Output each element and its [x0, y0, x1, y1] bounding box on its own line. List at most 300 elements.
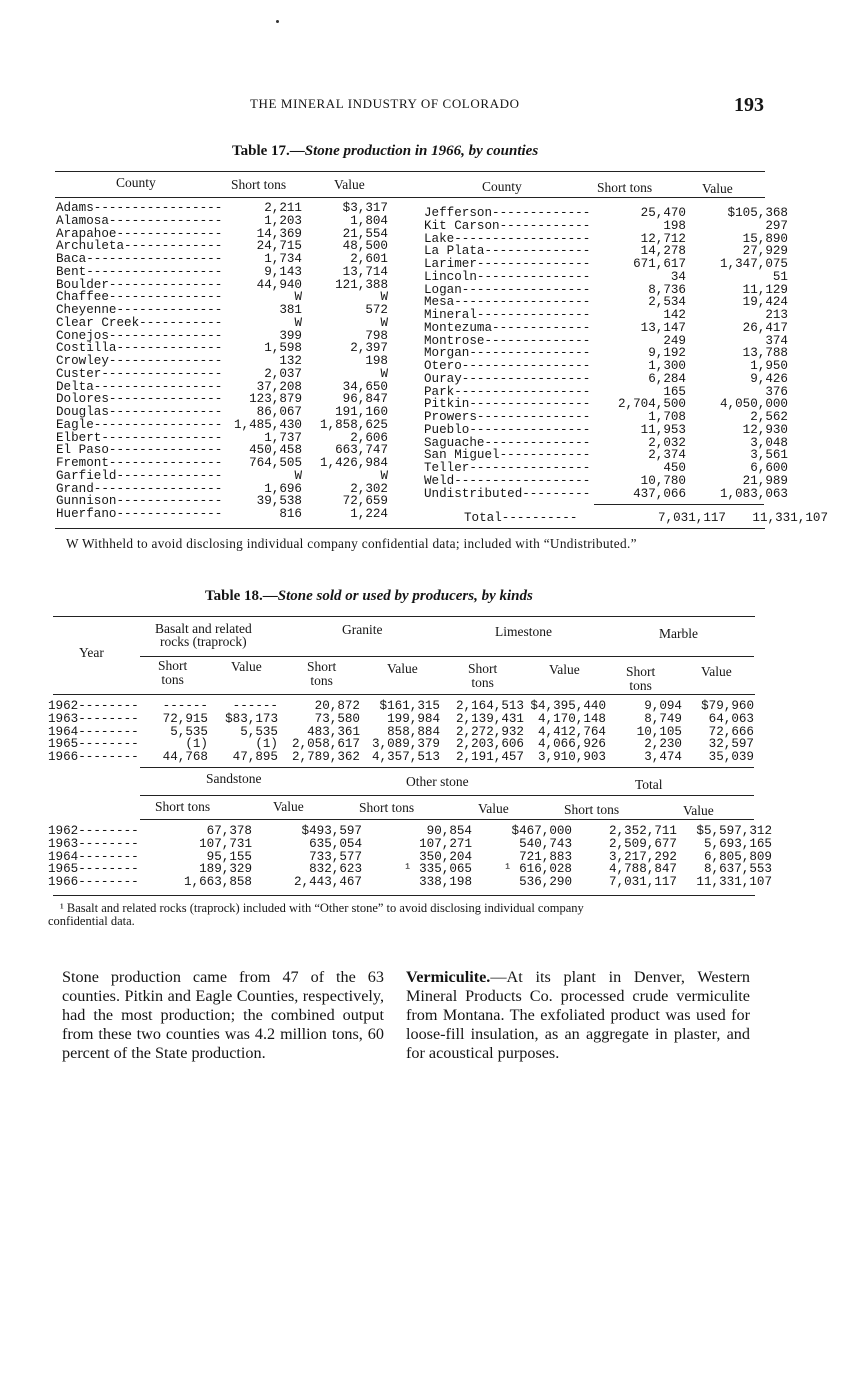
value: $3,317 — [342, 201, 388, 215]
limestone-value: 4,170,148 — [537, 711, 606, 726]
running-title: THE MINERAL INDUSTRY OF COLORADO — [250, 96, 520, 111]
short-tons: 2,037 — [264, 366, 302, 381]
county-name: Mesa------------------ — [424, 295, 591, 310]
county-name: Garfield-------------- — [56, 468, 223, 483]
table18-header-rule — [53, 694, 755, 695]
table18-header-rule-2 — [140, 819, 754, 820]
county-name: Larimer--------------- — [424, 257, 591, 271]
county-name: Huerfano-------------- — [56, 507, 223, 521]
other-value: $467,000 — [511, 824, 572, 838]
short-tons: W — [294, 468, 302, 483]
table18-row — [48, 825, 772, 838]
short-tons: 1,300 — [648, 359, 686, 373]
table17-total-value: 11,331,107 — [752, 511, 828, 525]
value: 6,600 — [750, 461, 788, 475]
short-tons: 450,458 — [249, 443, 302, 458]
body-paragraph-left: Stone production came from 47 of the 63 counties. Pitkin and Eagle Counties, respectively, had the most production; the combined output from these two counties was 4.2 million tons, 60 percent of the State production. — [62, 968, 384, 1062]
table17-title-prefix: Table 17.— — [232, 143, 305, 159]
table18-other-value-header: Value — [478, 801, 509, 816]
sandstone-value: 635,054 — [309, 836, 362, 851]
table18-basalt-short-header: Short tons — [158, 658, 188, 687]
county-name: Crowley--------------- — [56, 354, 223, 368]
value: 3,048 — [750, 435, 788, 450]
short-tons: 450 — [663, 461, 686, 475]
table18-marble-short-header: Short tons — [626, 664, 656, 693]
short-tons: 6,284 — [648, 371, 686, 386]
table17-row — [424, 488, 788, 501]
year: 1963-------- — [48, 836, 139, 851]
table17-header-tons-right: Short tons — [597, 180, 653, 195]
table18-row — [48, 838, 772, 851]
sandstone-tons: 189,329 — [199, 862, 252, 877]
county-name: Baca------------------ — [56, 252, 223, 266]
county-name: Ouray----------------- — [424, 371, 591, 386]
table17-header-county-left: County — [116, 175, 156, 190]
table18-marble-value-header: Value — [701, 664, 732, 679]
county-name: Eagle----------------- — [56, 417, 223, 432]
year: 1965-------- — [48, 862, 139, 877]
table18-limestone-short-header: Short tons — [468, 661, 498, 690]
county-name: Pueblo---------------- — [424, 422, 591, 437]
other-value: 540,743 — [519, 836, 572, 851]
table17-total-label: Total---------- — [464, 511, 578, 525]
table18-granite-header: Granite — [342, 622, 383, 637]
table17-header-tons-left: Short tons — [231, 177, 287, 192]
year: 1962-------- — [48, 699, 139, 713]
county-name: Logan----------------- — [424, 282, 591, 297]
county-name: Mineral--------------- — [424, 308, 591, 322]
sandstone-tons: 67,378 — [206, 824, 252, 838]
table17-row — [424, 462, 788, 475]
value: 72,659 — [342, 494, 388, 509]
short-tons: 2,374 — [648, 448, 686, 463]
county-name: Lincoln--------------- — [424, 269, 591, 284]
table17-row — [56, 266, 388, 279]
value: 2,606 — [350, 430, 388, 445]
table18-group-rule — [140, 656, 754, 657]
page-number: 193 — [734, 94, 764, 116]
table18-footnote-line1: ¹ Basalt and related rocks (traprock) included with “Other stone” to avoid disclosing individual company — [60, 901, 584, 915]
value: 663,747 — [335, 443, 388, 458]
table17-row — [424, 322, 788, 335]
table18-otherstone-header: Other stone — [406, 774, 469, 789]
table18-year-header: Year — [79, 645, 104, 660]
table18-top-body — [48, 700, 754, 764]
value: W — [380, 468, 388, 483]
county-name: Alamosa--------------- — [56, 213, 223, 228]
table17-row — [424, 360, 788, 373]
county-name: Bent------------------ — [56, 264, 223, 279]
short-tons: 8,736 — [648, 282, 686, 297]
sandstone-tons: 1,663,858 — [183, 875, 252, 889]
vermiculite-text: —At its plant in Denver, Western Mineral Products Co. processed crude vermiculite from Montana. The exfoliated product was used for loose-fill insulation, as an aggregate in plaster, and for acoustical purposes. — [406, 968, 750, 1062]
table18-total-tons-header: Short tons — [564, 802, 620, 817]
table18-row — [48, 713, 754, 726]
table18-total-header: Total — [635, 777, 663, 792]
value: 376 — [765, 384, 788, 399]
granite-tons: 483,361 — [307, 724, 360, 739]
county-name: Douglas--------------- — [56, 405, 223, 419]
table17-row — [424, 309, 788, 322]
short-tons: 2,211 — [264, 201, 302, 215]
basalt-tons: 44,768 — [162, 750, 208, 764]
value: 191,160 — [335, 405, 388, 419]
table18-granite-short-header: Short tons — [307, 659, 337, 688]
table17-title-text: Stone production in 1966, by counties — [304, 143, 539, 159]
body-paragraph-right — [406, 968, 750, 1063]
marble-tons: 9,094 — [644, 699, 682, 713]
table18-row — [48, 751, 754, 764]
value: 4,050,000 — [719, 397, 788, 412]
granite-value: 4,357,513 — [371, 750, 440, 764]
year: 1962-------- — [48, 824, 139, 838]
sandstone-tons: 107,731 — [199, 836, 252, 851]
value: 27,929 — [742, 244, 788, 259]
granite-tons: 2,058,617 — [291, 737, 360, 752]
county-name: Archuleta------------- — [56, 239, 223, 254]
table17-row — [56, 508, 388, 521]
value: 21,989 — [742, 473, 788, 488]
table17-row — [424, 271, 788, 284]
short-tons: 14,369 — [256, 226, 302, 241]
other-tons: 107,271 — [419, 836, 472, 851]
table18-row — [48, 700, 754, 713]
value: 21,554 — [342, 226, 388, 241]
granite-value: 3,089,379 — [371, 737, 440, 752]
granite-value: 858,884 — [387, 724, 440, 739]
table17-total-tons: 7,031,117 — [657, 511, 726, 525]
county-name: Kit Carson------------ — [424, 218, 591, 233]
total-tons: 2,352,711 — [608, 824, 677, 838]
basalt-value: 47,895 — [232, 750, 278, 764]
short-tons: 10,780 — [640, 473, 686, 488]
county-name: Fremont--------------- — [56, 456, 223, 470]
total-tons: 4,788,847 — [608, 862, 677, 877]
value: 572 — [365, 303, 388, 317]
short-tons: 816 — [279, 507, 302, 521]
table18-total-value-header: Value — [683, 803, 714, 818]
total-value: 11,331,107 — [696, 875, 772, 889]
short-tons: 1,696 — [264, 481, 302, 496]
value: W — [380, 366, 388, 381]
table18-basalt-header-line2: rocks (traprock) — [160, 634, 247, 649]
table17-row — [56, 253, 388, 266]
sandstone-value: 832,623 — [309, 862, 362, 877]
county-name: Elbert---------------- — [56, 430, 223, 445]
table18-limestone-header: Limestone — [495, 624, 552, 639]
value: 13,788 — [742, 346, 788, 361]
table17-header-value-right: Value — [702, 181, 733, 196]
table17-row — [424, 207, 788, 220]
short-tons: 165 — [663, 384, 686, 399]
sandstone-tons: 95,155 — [206, 849, 252, 864]
value: 26,417 — [742, 320, 788, 335]
basalt-value: ------ — [232, 699, 278, 713]
marble-value: 72,666 — [708, 724, 754, 739]
granite-tons: 73,580 — [314, 711, 360, 726]
county-name: Jefferson------------- — [424, 206, 591, 220]
short-tons: 44,940 — [256, 277, 302, 292]
value: 15,890 — [742, 231, 788, 246]
value: W — [380, 315, 388, 330]
value: 51 — [772, 269, 788, 284]
table17-row — [424, 475, 788, 488]
table18-footnote-line2: confidential data. — [48, 914, 135, 928]
table17-left-body — [56, 202, 388, 521]
table18-title-text: Stone sold or used by producers, by kinds — [277, 588, 533, 604]
sandstone-value: $493,597 — [301, 824, 362, 838]
limestone-tons: 2,203,606 — [455, 737, 524, 752]
value: 198 — [365, 354, 388, 368]
table17-header-value-left: Value — [334, 177, 365, 192]
basalt-tons: 5,535 — [170, 724, 208, 739]
limestone-tons: 2,272,932 — [455, 724, 524, 739]
table17-bottom-rule — [55, 528, 765, 529]
short-tons: 671,617 — [633, 257, 686, 271]
short-tons: 1,203 — [264, 213, 302, 228]
value: 34,650 — [342, 379, 388, 394]
table18-row — [48, 876, 772, 889]
county-name: Arapahoe-------------- — [56, 226, 223, 241]
table17-row — [424, 411, 788, 424]
marble-tons: 10,105 — [636, 724, 682, 739]
short-tons: 249 — [663, 333, 686, 348]
county-name: Weld------------------ — [424, 473, 591, 488]
county-name: Clear Creek----------- — [56, 315, 223, 330]
limestone-tons: 2,191,457 — [455, 750, 524, 764]
total-tons: 3,217,292 — [608, 849, 677, 864]
county-name: La Plata-------------- — [424, 244, 591, 259]
value: 374 — [765, 333, 788, 348]
county-name: San Miguel------------ — [424, 448, 591, 463]
short-tons: 13,147 — [640, 320, 686, 335]
table17-row — [56, 215, 388, 228]
table17-row — [56, 355, 388, 368]
county-name: Pitkin---------------- — [424, 397, 591, 412]
table17-row — [424, 373, 788, 386]
short-tons: 1,485,430 — [233, 417, 302, 432]
limestone-value: 4,066,926 — [537, 737, 606, 752]
county-name: Conejos--------------- — [56, 328, 223, 343]
table17-total-row — [424, 512, 828, 525]
table18-top-rule — [53, 616, 755, 617]
value: 12,930 — [742, 422, 788, 437]
total-value: 8,637,553 — [703, 862, 772, 877]
value: 1,347,075 — [719, 257, 788, 271]
value: 9,426 — [750, 371, 788, 386]
short-tons: 2,032 — [648, 435, 686, 450]
table17-row — [56, 470, 388, 483]
county-name: Gunnison-------------- — [56, 494, 223, 509]
short-tons: 39,538 — [256, 494, 302, 509]
value: 798 — [365, 328, 388, 343]
county-name: Lake------------------ — [424, 231, 591, 246]
short-tons: 2,534 — [648, 295, 686, 310]
table17-row — [56, 368, 388, 381]
short-tons: 11,953 — [640, 422, 686, 437]
county-name: Grand----------------- — [56, 481, 223, 496]
total-tons: 7,031,117 — [608, 875, 677, 889]
total-value: $5,597,312 — [696, 824, 772, 838]
table18-title-prefix: Table 18.— — [205, 588, 278, 604]
other-value: 721,883 — [519, 849, 572, 864]
county-name: Cheyenne-------------- — [56, 303, 223, 317]
short-tons: 198 — [663, 218, 686, 233]
granite-value: $161,315 — [379, 699, 440, 713]
limestone-tons: 2,164,513 — [455, 699, 524, 713]
table17-row — [56, 317, 388, 330]
marble-value: 35,039 — [708, 750, 754, 764]
short-tons: 437,066 — [633, 486, 686, 501]
value: 2,562 — [750, 410, 788, 424]
table18-bottom-body — [48, 825, 772, 889]
short-tons: 764,505 — [249, 456, 302, 470]
value: 121,388 — [335, 277, 388, 292]
short-tons: 86,067 — [256, 405, 302, 419]
table18-other-tons-header: Short tons — [359, 800, 415, 815]
other-tons: 338,198 — [419, 875, 472, 889]
table17-row — [56, 406, 388, 419]
short-tons: 37,208 — [256, 379, 302, 394]
granite-tons: 20,872 — [314, 699, 360, 713]
table17-row — [56, 419, 388, 432]
other-value: ¹ 616,028 — [503, 862, 572, 877]
marble-value: 32,597 — [708, 737, 754, 752]
table17-row — [424, 424, 788, 437]
value: 1,426,984 — [319, 456, 388, 470]
short-tons: 14,278 — [640, 244, 686, 259]
county-name: Undistributed--------- — [424, 486, 591, 501]
short-tons: W — [294, 315, 302, 330]
year: 1963-------- — [48, 711, 139, 726]
short-tons: 12,712 — [640, 231, 686, 246]
short-tons: 1,708 — [648, 410, 686, 424]
other-value: 536,290 — [519, 875, 572, 889]
county-name: Boulder--------------- — [56, 277, 223, 292]
value: 1,224 — [350, 507, 388, 521]
total-value: 5,693,165 — [703, 836, 772, 851]
short-tons: 9,143 — [264, 264, 302, 279]
marble-tons: 3,474 — [644, 750, 682, 764]
county-name: Costilla-------------- — [56, 341, 223, 356]
county-name: Saguache-------------- — [424, 435, 591, 450]
table18-basalt-header-line1: Basalt and related — [155, 621, 252, 636]
table18-marble-header: Marble — [659, 626, 698, 641]
county-name: Custer---------------- — [56, 366, 223, 381]
value: 297 — [765, 218, 788, 233]
table18-bottom-rule — [53, 895, 755, 896]
county-name: Adams----------------- — [56, 201, 223, 215]
other-tons: 90,854 — [426, 824, 472, 838]
basalt-value: $83,173 — [225, 711, 278, 726]
year: 1965-------- — [48, 737, 139, 752]
value: 96,847 — [342, 392, 388, 407]
short-tons: 9,192 — [648, 346, 686, 361]
table18-sandstone-tons-header: Short tons — [155, 799, 211, 814]
table18-sandstone-header: Sandstone — [206, 771, 262, 786]
county-name: Prowers--------------- — [424, 410, 591, 424]
table17-row — [424, 258, 788, 271]
table18-basalt-value-header: Value — [231, 659, 262, 674]
table17-header-rule — [55, 197, 765, 198]
county-name: Park------------------ — [424, 384, 591, 399]
basalt-value: (1) — [255, 737, 278, 752]
county-name: Montrose-------------- — [424, 333, 591, 348]
value: 48,500 — [342, 239, 388, 254]
county-name: El Paso--------------- — [56, 443, 223, 458]
short-tons: 1,734 — [264, 252, 302, 266]
county-name: Chaffee--------------- — [56, 290, 223, 305]
limestone-value: 3,910,903 — [537, 750, 606, 764]
short-tons: 123,879 — [249, 392, 302, 407]
county-name: Delta----------------- — [56, 379, 223, 394]
granite-tons: 2,789,362 — [291, 750, 360, 764]
table17-row — [56, 457, 388, 470]
year: 1964-------- — [48, 724, 139, 739]
value: 2,601 — [350, 252, 388, 266]
table18-mid-rule — [140, 767, 754, 768]
table18-title — [205, 588, 533, 605]
year: 1966-------- — [48, 750, 139, 764]
value: 1,950 — [750, 359, 788, 373]
basalt-value: 5,535 — [240, 724, 278, 739]
value: 1,083,063 — [719, 486, 788, 501]
other-tons: ¹ 335,065 — [403, 862, 472, 877]
short-tons: 381 — [279, 303, 302, 317]
basalt-tons: (1) — [185, 737, 208, 752]
table18-granite-value-header: Value — [387, 661, 418, 676]
limestone-tons: 2,139,431 — [455, 711, 524, 726]
limestone-value: $4,395,440 — [530, 699, 606, 713]
table17-footnote: W Withheld to avoid disclosing individual company confidential data; included with “Undistributed.” — [66, 536, 637, 551]
table18-sandstone-value-header: Value — [273, 799, 304, 814]
table18-limestone-value-header: Value — [549, 662, 580, 677]
short-tons: 399 — [279, 328, 302, 343]
other-tons: 350,204 — [419, 849, 472, 864]
value: 2,302 — [350, 481, 388, 496]
total-value: 6,805,809 — [703, 849, 772, 864]
value: 3,561 — [750, 448, 788, 463]
value: 213 — [765, 308, 788, 322]
county-name: Teller---------------- — [424, 461, 591, 475]
year: 1964-------- — [48, 849, 139, 864]
short-tons: 25,470 — [640, 206, 686, 220]
value: W — [380, 290, 388, 305]
short-tons: 1,737 — [264, 430, 302, 445]
short-tons: W — [294, 290, 302, 305]
limestone-value: 4,412,764 — [537, 724, 606, 739]
speck-mark — [276, 20, 279, 23]
county-name: Otero----------------- — [424, 359, 591, 373]
value: 19,424 — [742, 295, 788, 310]
value: 1,804 — [350, 213, 388, 228]
county-name: Morgan---------------- — [424, 346, 591, 361]
basalt-tons: 72,915 — [162, 711, 208, 726]
value: 11,129 — [742, 282, 788, 297]
marble-tons: 2,230 — [644, 737, 682, 752]
value: 13,714 — [342, 264, 388, 279]
table17-row — [56, 304, 388, 317]
short-tons: 1,598 — [264, 341, 302, 356]
value: 1,858,625 — [319, 417, 388, 432]
county-name: Montezuma------------- — [424, 320, 591, 335]
short-tons: 34 — [670, 269, 686, 284]
sandstone-value: 733,577 — [309, 849, 362, 864]
value: $105,368 — [727, 206, 788, 220]
marble-value: 64,063 — [708, 711, 754, 726]
short-tons: 2,704,500 — [617, 397, 686, 412]
table17-row — [424, 220, 788, 233]
